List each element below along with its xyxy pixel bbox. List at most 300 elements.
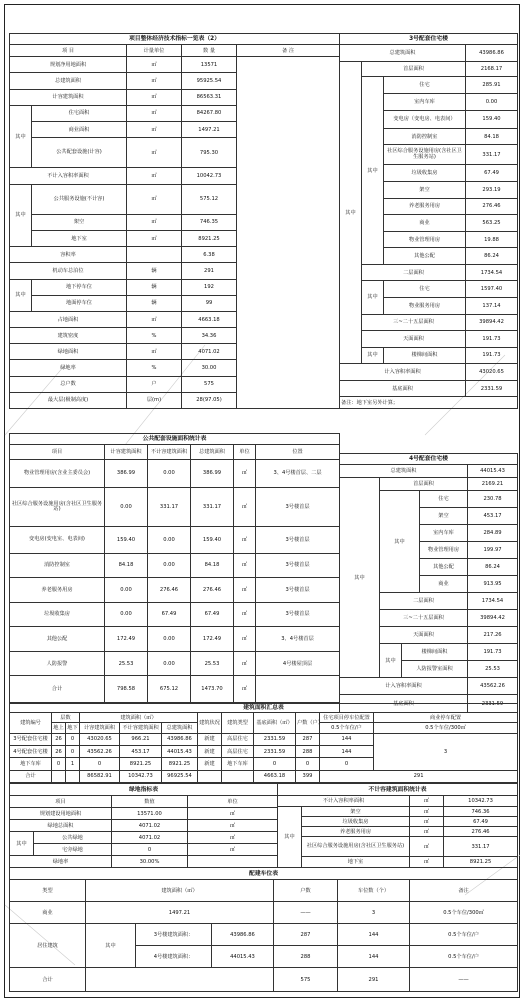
row-label: 绿地率 xyxy=(10,360,127,376)
value-cell: 43986.86 xyxy=(212,924,274,946)
table-title: 公共配套设施面积统计表 xyxy=(10,434,340,445)
value-cell: 0.00 xyxy=(148,553,191,578)
row-label: 人防报警 xyxy=(10,651,105,676)
row-label: 公共配套设施(计容) xyxy=(32,138,127,168)
value-cell: 30.00 xyxy=(182,360,237,376)
row-label: 物业管理用房 xyxy=(384,231,466,248)
value-cell: 0 xyxy=(66,746,80,758)
table-title: 3号配套住宅楼 xyxy=(340,34,518,45)
value-cell: 26 xyxy=(52,733,66,745)
row-label: 架空 xyxy=(384,182,466,199)
unit-cell: 层(m) xyxy=(127,392,182,408)
row-label: 二层面积 xyxy=(380,593,468,610)
row-label: 室内车库 xyxy=(420,525,468,542)
row-label: 物业管理用房 xyxy=(420,542,468,559)
header-cell: 不计容建筑面积 xyxy=(120,723,162,733)
row-label: 4号配套住宅楼 xyxy=(10,746,52,758)
row-label: 规划净用地面积 xyxy=(10,57,127,73)
unit-cell: ㎡ xyxy=(127,311,182,327)
value-cell: 0 xyxy=(296,758,320,770)
row-label: 总建筑面积 xyxy=(10,73,127,89)
row-label: 计容建筑面积 xyxy=(10,89,127,105)
row-label: 商业 xyxy=(10,902,86,924)
row-label: 消防控制室 xyxy=(384,129,466,145)
row-label: 变电房(变电室、电表间) xyxy=(10,527,105,554)
value-cell: 331.17 xyxy=(444,837,518,857)
row-label: 3号楼建筑面积： xyxy=(136,924,212,946)
value-cell: 0.5个车位/户 xyxy=(410,946,518,968)
value-cell: 10042.73 xyxy=(182,168,237,184)
header-cell: 建筑状况 xyxy=(198,713,222,734)
row-label: 商业 xyxy=(384,215,466,232)
location-cell xyxy=(256,676,340,703)
group-label: 其中 xyxy=(10,832,34,856)
value-cell xyxy=(222,770,254,782)
value-cell: —— xyxy=(410,968,518,992)
row-label: 养老服务用房 xyxy=(384,198,466,215)
value-cell: 44015.43 xyxy=(162,746,198,758)
unit-cell: ㎡ xyxy=(127,184,182,214)
value-cell: 43986.86 xyxy=(466,45,518,62)
header-cell: 地下 xyxy=(66,723,80,733)
value-cell: 159.40 xyxy=(466,110,518,129)
value-cell: 0 xyxy=(52,758,66,770)
value-cell: 172.49 xyxy=(191,627,234,652)
header-cell: 总建筑面积 xyxy=(162,723,198,733)
row-label: 总建筑面积 xyxy=(340,465,468,478)
row-label: 垃圾收集房 xyxy=(302,817,410,827)
row-label: 合计 xyxy=(10,770,52,782)
row-label: 其他公配 xyxy=(420,559,468,576)
value-cell: 84.18 xyxy=(105,553,148,578)
unit-cell: ㎡ xyxy=(127,214,182,230)
value-cell: 966.21 xyxy=(120,733,162,745)
value-cell: 291 xyxy=(320,770,518,782)
table-title: 绿地指标表 xyxy=(10,784,278,796)
unit-cell: ㎡ xyxy=(234,578,256,603)
row-label: 社区综合服务设施用房(含社区卫生服务站) xyxy=(10,488,105,527)
row-label: 天面面积 xyxy=(362,331,466,348)
location-cell: 3号楼首层 xyxy=(256,527,340,554)
header-cell: 单位 xyxy=(234,445,256,459)
value-cell: 67.49 xyxy=(444,817,518,827)
row-label: 占地面积 xyxy=(10,311,127,327)
value-cell: 217.26 xyxy=(468,627,518,644)
row-label: 住宅 xyxy=(384,281,466,298)
unit-cell: ㎡ xyxy=(127,168,182,184)
row-label: 3号配套住宅楼 xyxy=(10,733,52,745)
row-label: 垃圾收集房 xyxy=(384,165,466,182)
value-cell: 13571 xyxy=(182,57,237,73)
header-cell: 不计容建筑面积 xyxy=(148,445,191,459)
value-cell: 575 xyxy=(274,968,338,992)
table-building-4 xyxy=(339,453,517,707)
value-cell: 288 xyxy=(296,746,320,758)
unit-cell: ㎡ xyxy=(127,231,182,247)
value-cell: 1734.54 xyxy=(466,264,518,281)
value-cell: 10342.73 xyxy=(120,770,162,782)
header-cell: 0.5个车位/300㎡ xyxy=(374,723,518,733)
group-label: 其中 xyxy=(340,61,362,363)
row-label: 宅旁绿地 xyxy=(34,844,112,856)
unit-cell: ㎡ xyxy=(234,553,256,578)
group-label: 其中 xyxy=(278,807,302,868)
value-cell: 2331.59 xyxy=(254,733,296,745)
value-cell: 746.35 xyxy=(182,214,237,230)
row-label: 地下车库 xyxy=(10,758,52,770)
row-label: 总建筑面积 xyxy=(340,45,466,62)
value-cell: 86582.91 xyxy=(80,770,120,782)
value-cell: 地下车库 xyxy=(222,758,254,770)
unit-cell: ㎡ xyxy=(127,57,182,73)
value-cell: 43562.26 xyxy=(80,746,120,758)
table-title: 项目整体经济技术指标一览表（2） xyxy=(10,34,340,45)
row-label: 商业面积 xyxy=(32,121,127,137)
header-cell: 计容建筑面积 xyxy=(105,445,148,459)
value-cell: 798.58 xyxy=(105,676,148,703)
value-cell: 0 xyxy=(254,758,296,770)
value-cell: 0.00 xyxy=(148,459,191,488)
value-cell: —— xyxy=(274,902,338,924)
location-cell: 3、4号楼首层、二层 xyxy=(256,459,340,488)
value-cell: 276.46 xyxy=(148,578,191,603)
header-cell: 建筑编号 xyxy=(10,713,52,734)
unit-cell: % xyxy=(127,360,182,376)
header-cell: 总建筑面积 xyxy=(191,445,234,459)
row-label: 计入容积率面积 xyxy=(340,364,466,381)
header-cell: 项目 xyxy=(10,796,112,808)
table-note: 备注：地下室另外计算； xyxy=(340,397,518,409)
unit-cell xyxy=(188,856,278,868)
row-label: 社区综合服务设施用房(含社区卫生服务站) xyxy=(384,144,466,165)
header-cell: 建筑面积（㎡） xyxy=(86,880,274,902)
value-cell: 26 xyxy=(52,746,66,758)
unit-cell: % xyxy=(127,328,182,344)
value-cell: 67.49 xyxy=(466,165,518,182)
value-cell: 高层住宅 xyxy=(222,746,254,758)
row-label: 建筑密度 xyxy=(10,328,127,344)
value-cell: 2169.21 xyxy=(468,478,518,491)
value-cell: 276.46 xyxy=(466,198,518,215)
unit-cell: ㎡ xyxy=(127,73,182,89)
value-cell: 8921.25 xyxy=(120,758,162,770)
row-label: 公共绿地 xyxy=(34,832,112,844)
value-cell: 386.99 xyxy=(191,459,234,488)
header-cell: 基底面积（㎡） xyxy=(254,713,296,734)
value-cell: 84.18 xyxy=(466,129,518,145)
value-cell: 1497.21 xyxy=(182,121,237,137)
row-label: 架空 xyxy=(420,508,468,525)
value-cell: 0.00 xyxy=(105,488,148,527)
row-label: 首层面积 xyxy=(380,478,468,491)
unit-cell: ㎡ xyxy=(188,820,278,832)
row-label: 住宅 xyxy=(420,491,468,508)
value-cell: 43020.65 xyxy=(80,733,120,745)
header-cell: 地上 xyxy=(52,723,66,733)
group-label: 其中 xyxy=(380,491,420,593)
table-title: 4号配套住宅楼 xyxy=(340,454,518,465)
value-cell: 1734.54 xyxy=(468,593,518,610)
row-label: 三~二十五层面积 xyxy=(362,314,466,331)
header-cell: 计量单位 xyxy=(127,45,182,57)
unit-cell xyxy=(127,247,182,263)
header-cell: 0.5个车位/户 xyxy=(320,723,374,733)
value-cell: 0.00 xyxy=(466,94,518,111)
value-cell: 0.00 xyxy=(148,651,191,676)
row-label: 养老服务用房 xyxy=(10,578,105,603)
header-cell: 计容建筑面积 xyxy=(80,723,120,733)
value-cell: 28(97.05) xyxy=(182,392,237,408)
value-cell: 8921.25 xyxy=(444,857,518,868)
row-label: 二层面积 xyxy=(362,264,466,281)
value-cell: 86.24 xyxy=(468,559,518,576)
value-cell: 399 xyxy=(296,770,320,782)
value-cell: 563.25 xyxy=(466,215,518,232)
value-cell: 34.36 xyxy=(182,328,237,344)
header-cell: 户数（户） xyxy=(296,713,320,734)
row-label: 地下室 xyxy=(302,857,410,868)
value-cell xyxy=(52,770,66,782)
row-label: 楼梯间面积 xyxy=(402,644,468,661)
header-cell: 建筑面积（㎡） xyxy=(80,713,198,723)
row-label: 养老服务用房 xyxy=(302,827,410,837)
row-label: 住宅面积 xyxy=(32,105,127,121)
group-label: 其中 xyxy=(10,105,32,168)
row-label: 地下停车位 xyxy=(32,279,127,295)
table-green-indicators xyxy=(9,783,277,867)
value-cell: 25.53 xyxy=(191,651,234,676)
value-cell: 288 xyxy=(274,946,338,968)
group-label: 其中 xyxy=(362,347,384,364)
value-cell: 13571.00 xyxy=(112,808,188,820)
unit-cell: ㎡ xyxy=(410,827,444,837)
value-cell: 0 xyxy=(320,758,374,770)
row-label: 三~二十五层面积 xyxy=(380,610,468,627)
value-cell: 0.5个车位/户 xyxy=(410,924,518,946)
group-label: 其中 xyxy=(362,281,384,314)
value-cell: 0 xyxy=(80,758,120,770)
value-cell: 172.49 xyxy=(105,627,148,652)
group-label: 其中 xyxy=(10,279,32,311)
group-label: 其中 xyxy=(340,478,380,678)
row-label: 计入容积率面积 xyxy=(340,678,468,695)
table-area-summary xyxy=(9,703,517,783)
value-cell: 159.40 xyxy=(105,527,148,554)
value-cell: 192 xyxy=(182,279,237,295)
remarks-cell xyxy=(237,57,340,409)
value-cell: 44015.43 xyxy=(468,465,518,478)
value-cell: 453.17 xyxy=(468,508,518,525)
value-cell: 67.49 xyxy=(191,602,234,627)
table-title: 建筑面积汇总表 xyxy=(10,704,518,713)
row-label: 住宅 xyxy=(384,77,466,94)
value-cell: 199.97 xyxy=(468,542,518,559)
value-cell: 96925.54 xyxy=(162,770,198,782)
value-cell: 293.19 xyxy=(466,182,518,199)
value-cell: 30.00% xyxy=(112,856,188,868)
row-label: 机动车总泊位 xyxy=(10,263,127,279)
unit-cell: 辆 xyxy=(127,279,182,295)
table-non-far-area xyxy=(277,783,517,867)
value-cell: 67.49 xyxy=(148,602,191,627)
row-label: 规划建设用地面积 xyxy=(10,808,112,820)
value-cell: 新建 xyxy=(198,758,222,770)
value-cell: 287 xyxy=(296,733,320,745)
location-cell: 3号楼首层 xyxy=(256,488,340,527)
value-cell: 331.17 xyxy=(148,488,191,527)
header-cell: 备注 xyxy=(410,880,518,902)
row-label: 物业管理用房(含业主委员会) xyxy=(10,459,105,488)
value-cell: 6.38 xyxy=(182,247,237,263)
row-label: 消防控制室 xyxy=(10,553,105,578)
row-label: 最大层(极制高度) xyxy=(10,392,127,408)
unit-cell: ㎡ xyxy=(234,602,256,627)
value-cell: 0.00 xyxy=(105,578,148,603)
value-cell: 284.89 xyxy=(468,525,518,542)
value-cell: 4663.18 xyxy=(254,770,296,782)
unit-cell: ㎡ xyxy=(234,627,256,652)
row-label: 合计 xyxy=(10,676,105,703)
row-label: 4号楼建筑面积： xyxy=(136,946,212,968)
value-cell: 1497.21 xyxy=(86,902,274,924)
row-label: 基底面积 xyxy=(340,380,466,397)
table-project-indicators xyxy=(9,33,339,409)
value-cell: 0.00 xyxy=(148,527,191,554)
value-cell: 285.91 xyxy=(466,77,518,94)
value-cell: 19.88 xyxy=(466,231,518,248)
header-cell: 类型 xyxy=(10,880,86,902)
value-cell: 39894.42 xyxy=(466,314,518,331)
row-label: 合计 xyxy=(10,968,86,992)
value-cell: 4071.02 xyxy=(182,344,237,360)
row-label: 架空 xyxy=(302,807,410,817)
value-cell: 191.73 xyxy=(466,347,518,364)
value-cell: 4071.02 xyxy=(112,832,188,844)
unit-cell: ㎡ xyxy=(410,837,444,857)
value-cell: 675.12 xyxy=(148,676,191,703)
value-cell: 144 xyxy=(338,946,410,968)
row-label: 容积率 xyxy=(10,247,127,263)
value-cell: 2331.59 xyxy=(466,380,518,397)
value-cell: 95925.54 xyxy=(182,73,237,89)
value-cell xyxy=(198,770,222,782)
header-cell: 层数 xyxy=(52,713,80,723)
value-cell: 1473.70 xyxy=(191,676,234,703)
value-cell: 86.24 xyxy=(466,248,518,265)
row-label: 首层面积 xyxy=(362,61,466,77)
unit-cell: 辆 xyxy=(127,263,182,279)
row-label: 变电房（变电房、电表间） xyxy=(384,110,466,129)
value-cell: 291 xyxy=(338,968,410,992)
header-cell: 车位数（个） xyxy=(338,880,410,902)
table-parking xyxy=(9,867,517,991)
value-cell: 159.40 xyxy=(191,527,234,554)
row-label: 地面停车位 xyxy=(32,295,127,311)
value-cell: 86563.31 xyxy=(182,89,237,105)
location-cell: 3号楼首层 xyxy=(256,578,340,603)
row-label: 物业服务用房 xyxy=(384,297,466,314)
value-cell: 25.53 xyxy=(468,661,518,678)
unit-cell: ㎡ xyxy=(188,832,278,844)
header-cell: 项目 xyxy=(10,445,105,459)
row-label: 室内车库 xyxy=(384,94,466,111)
value-cell: 2168.17 xyxy=(466,61,518,77)
row-label: 地下室 xyxy=(32,231,127,247)
value-cell: 43562.26 xyxy=(468,678,518,695)
value-cell xyxy=(86,968,274,992)
value-cell: 3 xyxy=(338,902,410,924)
value-cell: 10342.73 xyxy=(444,796,518,807)
header-cell: 数值 xyxy=(112,796,188,808)
header-cell: 住宅项目停车位配置 xyxy=(320,713,374,723)
header-cell: 位置 xyxy=(256,445,340,459)
value-cell: 276.46 xyxy=(191,578,234,603)
unit-cell: ㎡ xyxy=(234,651,256,676)
row-label: 绿地总面积 xyxy=(10,820,112,832)
row-label: 不计入容积率面积 xyxy=(278,796,410,807)
row-label: 不计入容积率面积 xyxy=(10,168,127,184)
value-cell: 746.36 xyxy=(444,807,518,817)
header-cell: 商业停车配置 xyxy=(374,713,518,723)
group-label: 其中 xyxy=(380,644,402,678)
header-cell: 户数 xyxy=(274,880,338,902)
group-label: 其中 xyxy=(86,924,136,968)
value-cell: 144 xyxy=(338,924,410,946)
value-cell: 913.95 xyxy=(468,576,518,593)
value-cell: 4663.18 xyxy=(182,311,237,327)
row-label: 公共服务设施(不计容) xyxy=(32,184,127,214)
unit-cell: ㎡ xyxy=(127,138,182,168)
row-label: 绿地面积 xyxy=(10,344,127,360)
location-cell: 3、4号楼首层 xyxy=(256,627,340,652)
value-cell: 0.00 xyxy=(148,627,191,652)
row-label: 人防报警室面积 xyxy=(402,661,468,678)
value-cell: 287 xyxy=(274,924,338,946)
value-cell: 453.17 xyxy=(120,746,162,758)
row-label: 社区综合服务设施用房(含社区卫生服务站) xyxy=(302,837,410,857)
row-label: 楼梯间面积 xyxy=(384,347,466,364)
unit-cell: ㎡ xyxy=(127,344,182,360)
unit-cell: ㎡ xyxy=(234,527,256,554)
value-cell: 3 xyxy=(374,733,518,770)
table-public-facilities xyxy=(9,433,339,703)
value-cell: 795.30 xyxy=(182,138,237,168)
value-cell: 44015.43 xyxy=(212,946,274,968)
value-cell: 0 xyxy=(66,733,80,745)
table-title: 配建车位表 xyxy=(10,868,518,880)
value-cell: 0.5个车位/300㎡ xyxy=(410,902,518,924)
unit-cell: ㎡ xyxy=(127,89,182,105)
value-cell: 39894.42 xyxy=(468,610,518,627)
value-cell: 144 xyxy=(320,733,374,745)
unit-cell: ㎡ xyxy=(234,459,256,488)
value-cell: 84267.80 xyxy=(182,105,237,121)
unit-cell: 辆 xyxy=(127,295,182,311)
row-label: 架空 xyxy=(32,214,127,230)
value-cell: 137.14 xyxy=(466,297,518,314)
unit-cell: ㎡ xyxy=(234,488,256,527)
value-cell: 1597.40 xyxy=(466,281,518,298)
unit-cell: ㎡ xyxy=(127,121,182,137)
value-cell: 575 xyxy=(182,376,237,392)
value-cell: 99 xyxy=(182,295,237,311)
value-cell: 575.12 xyxy=(182,184,237,214)
table-title: 不计容建筑面积统计表 xyxy=(278,784,518,796)
unit-cell: ㎡ xyxy=(410,857,444,868)
group-label: 其中 xyxy=(362,77,384,264)
row-label: 绿地率 xyxy=(10,856,112,868)
value-cell: 331.17 xyxy=(191,488,234,527)
